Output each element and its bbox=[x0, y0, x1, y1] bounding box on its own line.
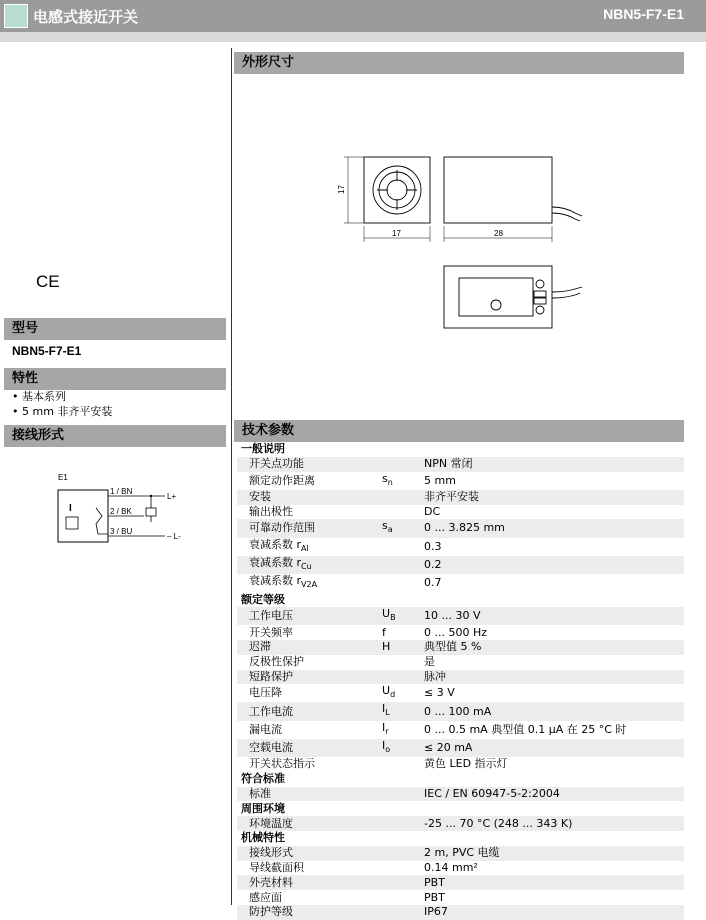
spec-name: 衰减系数 $r_{Al}$ bbox=[249, 537, 309, 553]
spec-category bbox=[237, 772, 684, 787]
spec-category-title: 一般说明 bbox=[237, 442, 684, 457]
spec-row bbox=[237, 861, 684, 876]
spec-row bbox=[237, 905, 684, 920]
wire-1: 1 / BN bbox=[110, 487, 133, 496]
spec-symbol: $U_B$ bbox=[382, 607, 424, 625]
dimension-drawing bbox=[330, 150, 600, 340]
spec-symbol bbox=[382, 670, 424, 685]
spec-symbol bbox=[382, 861, 424, 876]
spec-row bbox=[237, 846, 684, 861]
spec-row bbox=[237, 519, 684, 537]
spec-row bbox=[237, 890, 684, 905]
spec-value: IEC / EN 60947-5-2:2004 bbox=[424, 787, 684, 802]
spec-symbol bbox=[382, 787, 424, 802]
spec-category-title: 额定等级 bbox=[237, 592, 684, 607]
spec-name: 导线截面积 bbox=[249, 861, 304, 875]
spec-name: 反极性保护 bbox=[249, 655, 304, 669]
spec-row bbox=[237, 721, 684, 739]
spec-row bbox=[237, 684, 684, 702]
spec-value: -25 ... 70 °C (248 ... 343 K) bbox=[424, 816, 684, 831]
spec-name: 外壳材料 bbox=[237, 875, 382, 890]
spec-value: 是 bbox=[424, 655, 435, 669]
spec-value: 0.3 bbox=[424, 539, 442, 553]
spec-symbol: $s_a$ bbox=[382, 519, 424, 537]
spec-table bbox=[237, 442, 684, 920]
spec-symbol: $I_o$ bbox=[382, 739, 424, 757]
wire-3: 3 / BU bbox=[110, 527, 133, 536]
spec-symbol bbox=[382, 574, 424, 592]
dim-width: 17 bbox=[392, 229, 401, 238]
spec-row bbox=[237, 505, 684, 520]
spec-row bbox=[237, 702, 684, 720]
section-features: 特性 bbox=[4, 368, 226, 390]
spec-row bbox=[237, 556, 684, 574]
spec-name: 开关频率 bbox=[249, 625, 293, 639]
spec-name: 开关点功能 bbox=[237, 457, 382, 472]
header-model: NBN5-F7-E1 bbox=[603, 6, 684, 22]
spec-symbol bbox=[382, 490, 424, 505]
feature-item: • 5 mm 非齐平安装 bbox=[12, 404, 112, 419]
section-techdata: 技术参数 bbox=[234, 420, 684, 442]
spec-value: 0 ... 500 Hz bbox=[424, 625, 488, 639]
spec-name: 感应面 bbox=[249, 890, 282, 904]
spec-value: 非齐平安装 bbox=[424, 490, 684, 505]
spec-name: 衰减系数 $r_{V2A}$ bbox=[249, 573, 318, 590]
spec-row bbox=[237, 739, 684, 757]
spec-symbol bbox=[382, 890, 424, 905]
spec-category bbox=[237, 592, 684, 607]
spec-name: 安装 bbox=[237, 490, 382, 505]
feature-item: • 基本系列 bbox=[12, 389, 112, 404]
spec-name: 防护等级 bbox=[237, 905, 382, 920]
header-bar bbox=[0, 0, 706, 32]
spec-value: 0 ... 100 mA bbox=[424, 702, 684, 720]
spec-symbol: H bbox=[382, 640, 424, 655]
spec-name: 标准 bbox=[237, 787, 382, 802]
section-dimensions: 外形尺寸 bbox=[234, 52, 684, 74]
spec-name: 电压降 bbox=[249, 686, 282, 700]
spec-value: 10 ... 30 V bbox=[424, 607, 684, 625]
spec-row bbox=[237, 816, 684, 831]
wiring-diagram bbox=[40, 470, 190, 550]
spec-symbol: $I_r$ bbox=[382, 720, 389, 736]
spec-row bbox=[237, 875, 684, 890]
spec-name: 漏电流 bbox=[249, 722, 282, 736]
ce-mark: CE bbox=[36, 272, 60, 291]
spec-symbol bbox=[382, 905, 424, 920]
spec-row bbox=[237, 670, 684, 685]
dim-length: 28 bbox=[494, 229, 503, 238]
terminal-minus: – L- bbox=[167, 532, 181, 541]
wiring-label: E1 bbox=[58, 473, 68, 482]
spec-row bbox=[237, 757, 684, 772]
spec-value: 黄色 LED 指示灯 bbox=[424, 757, 508, 771]
spec-category bbox=[237, 831, 684, 846]
spec-row bbox=[237, 607, 684, 625]
spec-category-title: 机械特性 bbox=[237, 831, 684, 846]
spec-value: 0.14 mm² bbox=[424, 861, 478, 875]
spec-category-title: 符合标准 bbox=[237, 772, 684, 787]
spec-name: 衰减系数 $r_{Cu}$ bbox=[237, 556, 382, 574]
spec-symbol bbox=[382, 846, 424, 861]
spec-row bbox=[237, 574, 684, 592]
spec-value: 0.7 bbox=[424, 576, 442, 590]
spec-value: 0.2 bbox=[424, 556, 684, 574]
feature-list bbox=[12, 389, 112, 419]
spec-symbol: f bbox=[382, 625, 386, 639]
spec-name: 迟滞 bbox=[237, 640, 382, 655]
spec-symbol bbox=[382, 816, 424, 831]
spec-name: 短路保护 bbox=[237, 670, 382, 685]
spec-value: 0 ... 3.825 mm bbox=[424, 519, 684, 537]
spec-symbol bbox=[382, 538, 424, 556]
spec-row bbox=[237, 457, 684, 472]
spec-category bbox=[237, 801, 684, 816]
terminal-plus: L+ bbox=[167, 492, 177, 501]
spec-name: 接线形式 bbox=[237, 846, 382, 861]
spec-name: 开关状态指示 bbox=[249, 757, 315, 771]
spec-row bbox=[237, 655, 684, 670]
spec-name: 空载电流 bbox=[237, 739, 382, 757]
spec-value: DC bbox=[424, 504, 441, 518]
spec-value: 0 ... 0.5 mA 典型值 0.1 µA 在 25 °C 时 bbox=[424, 722, 627, 736]
spec-name: 可靠动作范围 bbox=[237, 519, 382, 537]
model-value: NBN5-F7-E1 bbox=[12, 344, 82, 358]
spec-symbol bbox=[382, 655, 424, 670]
spec-value: NPN 常闭 bbox=[424, 457, 684, 472]
spec-value: ≤ 20 mA bbox=[424, 739, 684, 757]
spec-value: IP67 bbox=[424, 905, 684, 920]
spec-value: PBT bbox=[424, 890, 445, 904]
dim-height: 17 bbox=[337, 185, 346, 194]
section-wiring: 接线形式 bbox=[4, 425, 226, 447]
spec-row bbox=[237, 625, 684, 640]
spec-name: 工作电流 bbox=[237, 702, 382, 720]
logo-square bbox=[4, 4, 28, 28]
spec-row bbox=[237, 538, 684, 556]
spec-category-title: 周围环境 bbox=[237, 801, 684, 816]
spec-category bbox=[237, 442, 684, 457]
spec-value: 脉冲 bbox=[424, 670, 684, 685]
spec-symbol bbox=[382, 875, 424, 890]
spec-name: 额定动作距离 bbox=[249, 473, 315, 487]
spec-row bbox=[237, 640, 684, 655]
section-model: 型号 bbox=[4, 318, 226, 340]
spec-value: PBT bbox=[424, 875, 684, 890]
spec-name: 工作电压 bbox=[237, 607, 382, 625]
spec-symbol: $s_n$ bbox=[382, 471, 393, 487]
spec-symbol bbox=[382, 505, 424, 520]
spec-symbol: $I_L$ bbox=[382, 702, 424, 720]
spec-value: ≤ 3 V bbox=[424, 686, 455, 700]
sub-bar bbox=[0, 32, 706, 42]
spec-name: 环境温度 bbox=[237, 816, 382, 831]
spec-value: 典型值 5 % bbox=[424, 640, 684, 655]
spec-symbol bbox=[382, 457, 424, 472]
spec-row bbox=[237, 490, 684, 505]
spec-symbol bbox=[382, 757, 424, 772]
spec-value: 5 mm bbox=[424, 473, 456, 487]
page-title: 电感式接近开关 bbox=[33, 8, 139, 26]
svg-text:I: I bbox=[69, 503, 72, 514]
spec-symbol bbox=[382, 556, 424, 574]
spec-symbol: $U_d$ bbox=[382, 684, 396, 700]
spec-value: 2 m, PVC 电缆 bbox=[424, 846, 684, 861]
spec-row bbox=[237, 472, 684, 490]
spec-row bbox=[237, 787, 684, 802]
column-divider bbox=[231, 48, 232, 905]
wire-2: 2 / BK bbox=[110, 507, 132, 516]
spec-name: 输出极性 bbox=[249, 504, 293, 518]
